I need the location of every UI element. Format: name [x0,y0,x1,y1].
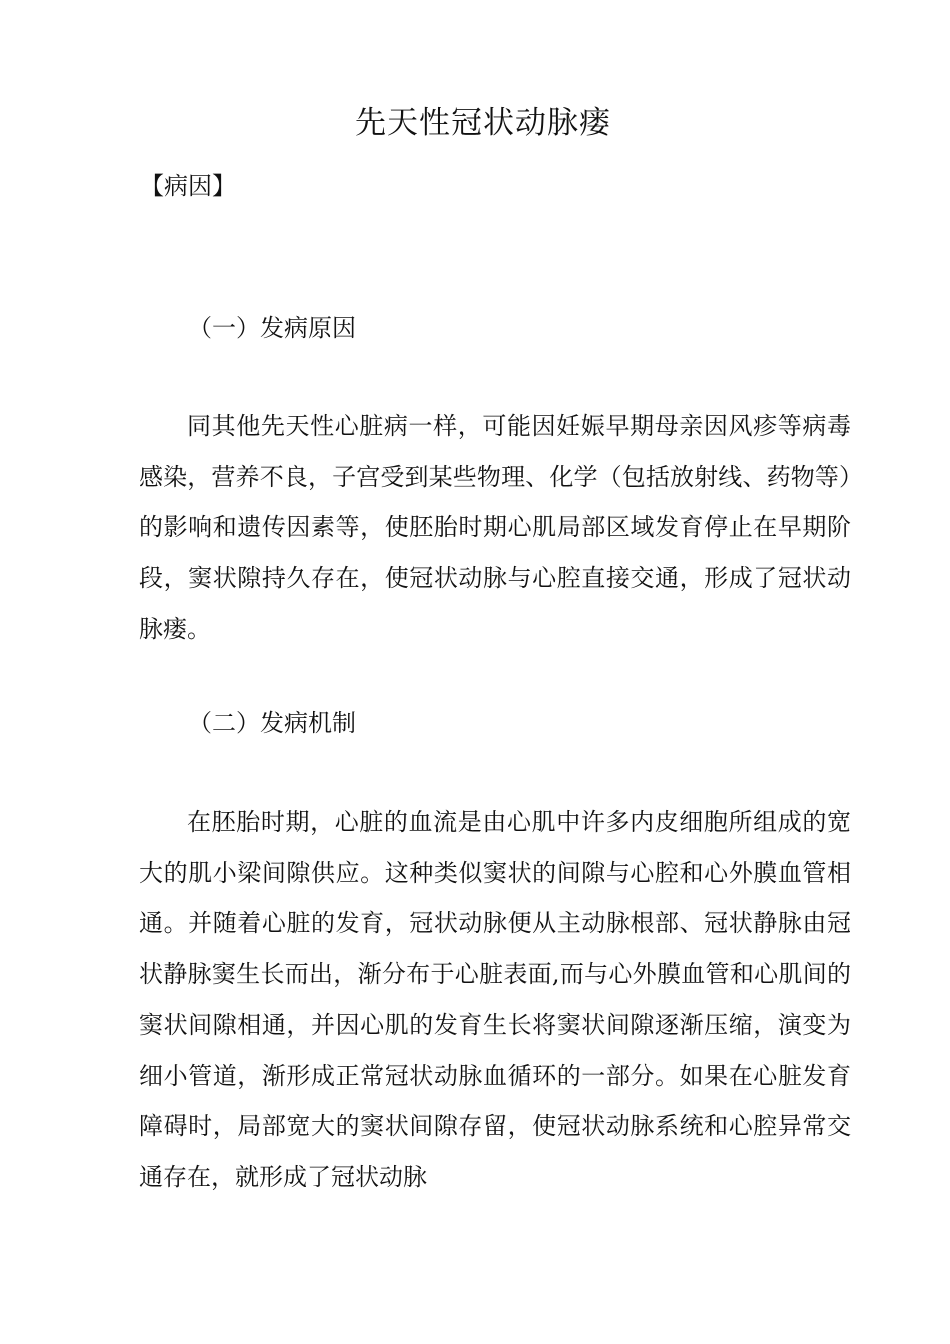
paragraph-causes: 同其他先天性心脏病一样，可能因妊娠早期母亲因风疹等病毒感染，营养不良，子宫受到某些物理、化学（包括放射线、药物等）的影响和遗传因素等，使胚胎时期心肌局部区域发育停止在早期阶段，窦状隙持久存在，使冠状动脉与心腔直接交通，形成了冠状动脉瘘。 [139,412,851,643]
section-label-etiology: 【病因】 [140,172,236,200]
subsection-heading-mechanism: （二）发病机制 [188,709,356,737]
subsection-heading-causes: （一）发病原因 [188,314,356,342]
document-title: 先天性冠状动脉瘘 [355,105,611,141]
paragraph-mechanism: 在胚胎时期，心脏的血流是由心肌中许多内皮细胞所组成的宽大的肌小梁间隙供应。这种类似窦状的间隙与心腔和心外膜血管相通。并随着心脏的发育，冠状动脉便从主动脉根部、冠状静脉由冠状静脉窦生长而出，渐分布于心脏表面,而与心外膜血管和心肌间的窦状间隙相通，并因心肌的发育生长将窦状间隙逐渐压缩，演变为细小管道，渐形成正常冠状动脉血循环的一部分。如果在心脏发育障碍时，局部宽大的窦状间隙存留，使冠状动脉系统和心腔异常交通存在，就形成了冠状动脉 [139,808,851,1191]
